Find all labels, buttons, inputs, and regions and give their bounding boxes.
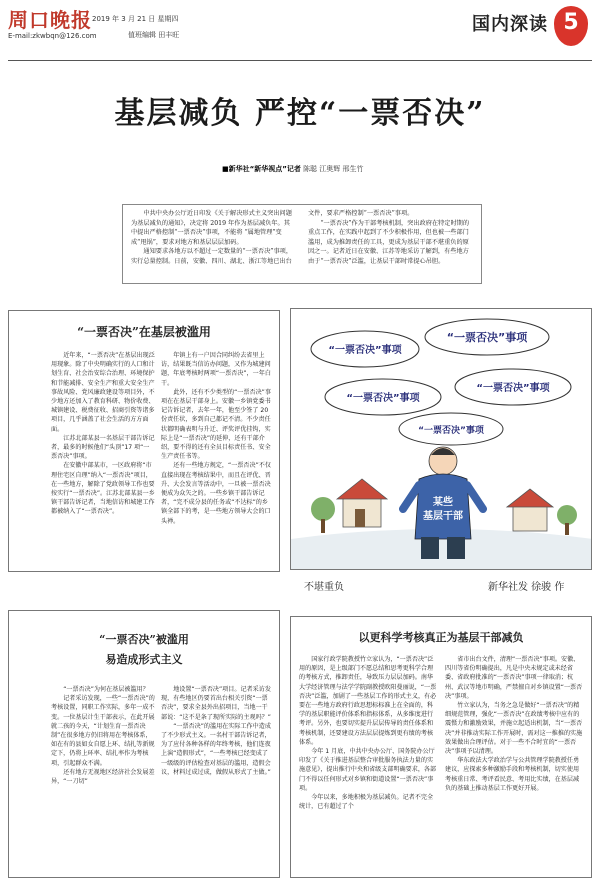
body-paragraph: “一票否决”的滥用在实际工作中造成了不少形式主义。一名村干部告诉记者，为了应付各种各样的年终考核，他们连夜上演“造假形式”，“一些考核已经变成了一级级的评估检查对基层的滥用，造假会议，材料过成过成，做假从形式了主做。” <box>161 722 271 776</box>
box-column <box>161 351 273 567</box>
bubble-text: “一票否决”事项 <box>346 393 420 404</box>
house-icon <box>507 489 553 531</box>
shirt-label: 基层干部 <box>423 511 463 522</box>
body-paragraph: 还有一些地方规定，“一票否决”不仅直接出现在考核结果中，而且在评优、晋升、大会发言等活动中，一旦被一票否决便成为众矢之的。一些乡镇干部告诉记者，“完不成分县的任务或“不达标”的乡镇全部下的考，是一些地方领导大会的口头禅。 <box>161 462 271 525</box>
masthead-rule <box>8 60 592 61</box>
body-paragraph: 今年以来，多地积极为基层减负。记者不完全统计，已有超过了个 <box>299 794 434 811</box>
section-title: 国内深读 <box>472 14 548 35</box>
article-box-abuse <box>8 310 280 572</box>
box-column <box>161 685 273 873</box>
masthead-editor: 值班编辑 田丰旺 <box>128 31 180 39</box>
box-column <box>51 351 155 567</box>
main-headline: 基层减负 严控“一票否决” <box>114 96 486 131</box>
body-paragraph: 今年 1 月底，中共中央办公厅、国务院办公厅印发了《关于推进基层整合审批服务执法力量的实施意见》，提出推行中央和省级支部明确要求，各部门不得以任何形式对乡镇和街道设置“一票否决”事项。 <box>299 748 437 792</box>
box-column <box>51 685 155 873</box>
body-paragraph: 在安徽中部某市，一区政府将“市理住宅区自理”纳入“一票否决”项目，在一些地方，解除了党政领导工作也要按实行“一票否决”。江苏北部某县一乡镇干部告诉记者，当地信访和城建工作都被纳入了“一票否决”。 <box>51 462 155 516</box>
bubble-text: “一票否决”事项 <box>418 426 484 436</box>
box-column <box>445 655 585 873</box>
box-title: 易造成形式主义 <box>105 653 183 666</box>
masthead-email: E-mail:zkwbqn@126.com <box>8 32 97 40</box>
illustration-credit: 新华社发 徐骏 作 <box>488 582 565 593</box>
box-title: 以更科学考核真正为基层干部减负 <box>358 631 524 644</box>
lead-paragraph: 通知要求各地方以不超过一定数量的“一票否决”事项，实行总量控制。日前，安徽、四川、湖北、浙江等地已出台文件，要求严格控制“一票否决”事项。 <box>131 210 414 265</box>
shirt-label: 某些 <box>433 497 453 508</box>
illustration-caption: 不堪重负 <box>304 582 344 593</box>
lead-paragraph: “一票否决”作为干部考核机制，突出政府在特定时期的重点工作，在实践中起到了不少积极作用，但也被一些部门滥用，成为推卸责任的工具，更成为基层干部不堪重负的原因之一。记者近日在安徽、江苏等地采访了解到，有些地方由于“一票否决”泛滥，让基层干部时常提心吊胆。 <box>308 219 470 265</box>
body-paragraph: 近年来，“一票否决”在基层出现泛用现象。除了中央明确实行的人口和计划生育、社会治安综合治理、环境保护和节能减排、安全生产和重大安全生产事故风险、党风廉政建设等项目外，不少地方还加入了教育科研、物价收费、城镇建设、税费征收、招商引资等诸多项目，几乎涵盖了社会生活的方方面面。 <box>51 352 155 433</box>
lead-paragraph: 中共中央办公厅近日印发《关于解决形式主义突出问题为基层减负的通知》，决定将 2019 年作为基层减负年。其中提出严格控制“一票否决”事项，不能将 “属地管理”变成“甩锅”，要求对地方和基层层层加码。 <box>131 210 292 246</box>
lead-box <box>122 204 482 284</box>
body-paragraph: 省市出台文件，清理“一票否决”事项。安徽、四川等省份明确提出，凡是中央未规定或未经省委、省政府批准的“一票否决”事项一律取消；杭州、武汉等地市明确，严禁擅自对乡镇设置“一票否决”事项。 <box>445 656 583 700</box>
masthead <box>8 4 592 60</box>
masthead-date: 2019 年 3 月 21 日 星期四 <box>92 15 179 23</box>
article-box-assessment <box>290 616 592 878</box>
bubble-text: “一票否决”事项 <box>476 383 550 394</box>
newspaper-logo: 周口晚报 <box>8 8 92 32</box>
body-paragraph: “一票否决”为何在基层被滥用？ <box>63 686 149 693</box>
body-paragraph: 记者采访发现，一些“一票否决”的考核设置，同职工作实际，多年一成不变。一位基层计生干部表示，在此开展就二孩的今天，“计划生育一票否决制”在很多地方仍旧将用在考核体系，如在有的县如女自愿上环、结扎等新规定下，仍将上环率、结扎率作为考核项，引起群众不满。 <box>51 695 155 767</box>
body-paragraph: 此外，还有不少类型的“一票否决”事项在在基层干部身上。安徽一乡镇党委书记告诉记者，去年一年，他至少签了 20 份责任状，多到自己都记不清。不少责任状都明确表明与升迁、评奖评优挂钩，实际上是“一票否决”的延伸，还有干部介绍，要不得的还有全员目标责任书、安全生产责任书等。 <box>161 388 271 461</box>
page-number-badge: 5 <box>554 6 588 46</box>
body-paragraph: 地设置“一票否决”项目。记者采访发现，有些地区仍要首出台相关引资“一票否决”，要求全县外出招项目，当地一干部说：“这不是条了现所实际的主观吗？” <box>161 686 271 721</box>
article-box-formalism <box>8 610 280 878</box>
body-paragraph: 国家行政学院教授竹立家认为，“一票否决”泛用的原因，是上级部门不愿总结和思考更科学合理的考核方式，推卸责任，导致压力层层加码。南华大学经济管理与法学学院副教授欧阳曼丽说，“一票否决”泛滥，加剧了一些基层工作的形式主义，有必要在一些地方政府行政思想标标准上在全面的，科学的基层职能评价体系和指标体系，从多维度进行考评。另外，也要切实提升层层传导的责任体系和考核机制，还要建设方法层层提炼到更有绩的考核体系。 <box>299 656 437 746</box>
body-paragraph: 年镇上有一户因合同纠纷去省里上访，结果既当信访办问题，又作为城建问题，年底考核时两项“一票否决”，一年白干。 <box>161 352 271 387</box>
bubble-text: “一票否决”事项 <box>328 345 402 356</box>
body-paragraph: 华东政法大学政治学与公共管理学院教授任勇建议，应探索多种激励手段和考核机制，切实使用考核重日常、考评看民意、考用比实绩，在基层减负的基础上推动基层工作更好开展。 <box>445 757 580 792</box>
cartoon-drawing <box>291 309 592 570</box>
byline-names: 陈聪 江奥辉 邢生竹 <box>303 165 364 173</box>
cartoon-illustration <box>290 308 592 570</box>
box-title: “一票否决”被滥用 <box>99 633 189 646</box>
byline <box>222 164 364 174</box>
body-paragraph: 江苏北部某县一名基层干部告诉记者，最多的时候他们“头顶”17 项“一票否决”事项。 <box>51 434 155 461</box>
body-paragraph: 竹立家认为，当务之急是做好“一票否决”的精细规范管理，强化“一票否决”在政绩考核中应有的震慑力和激励效果，并施立起适出机制，当“一票否决”并非推动实际工作开展时，需对这一推推的实施效果做出合理评估。对于一些不合时宜的“一票否决”事项予以清理。 <box>445 702 583 756</box>
box-title: “一票否决”在基层被滥用 <box>77 325 211 339</box>
byline-prefix: ■新华社“新华视点”记者 <box>222 165 301 173</box>
house-icon <box>337 479 387 527</box>
box-column <box>299 655 437 873</box>
body-paragraph: 还有地方无视地区经济社会发展差异，“一刀切” <box>51 768 155 786</box>
bubble-text: “一票否决”事项 <box>446 331 528 344</box>
